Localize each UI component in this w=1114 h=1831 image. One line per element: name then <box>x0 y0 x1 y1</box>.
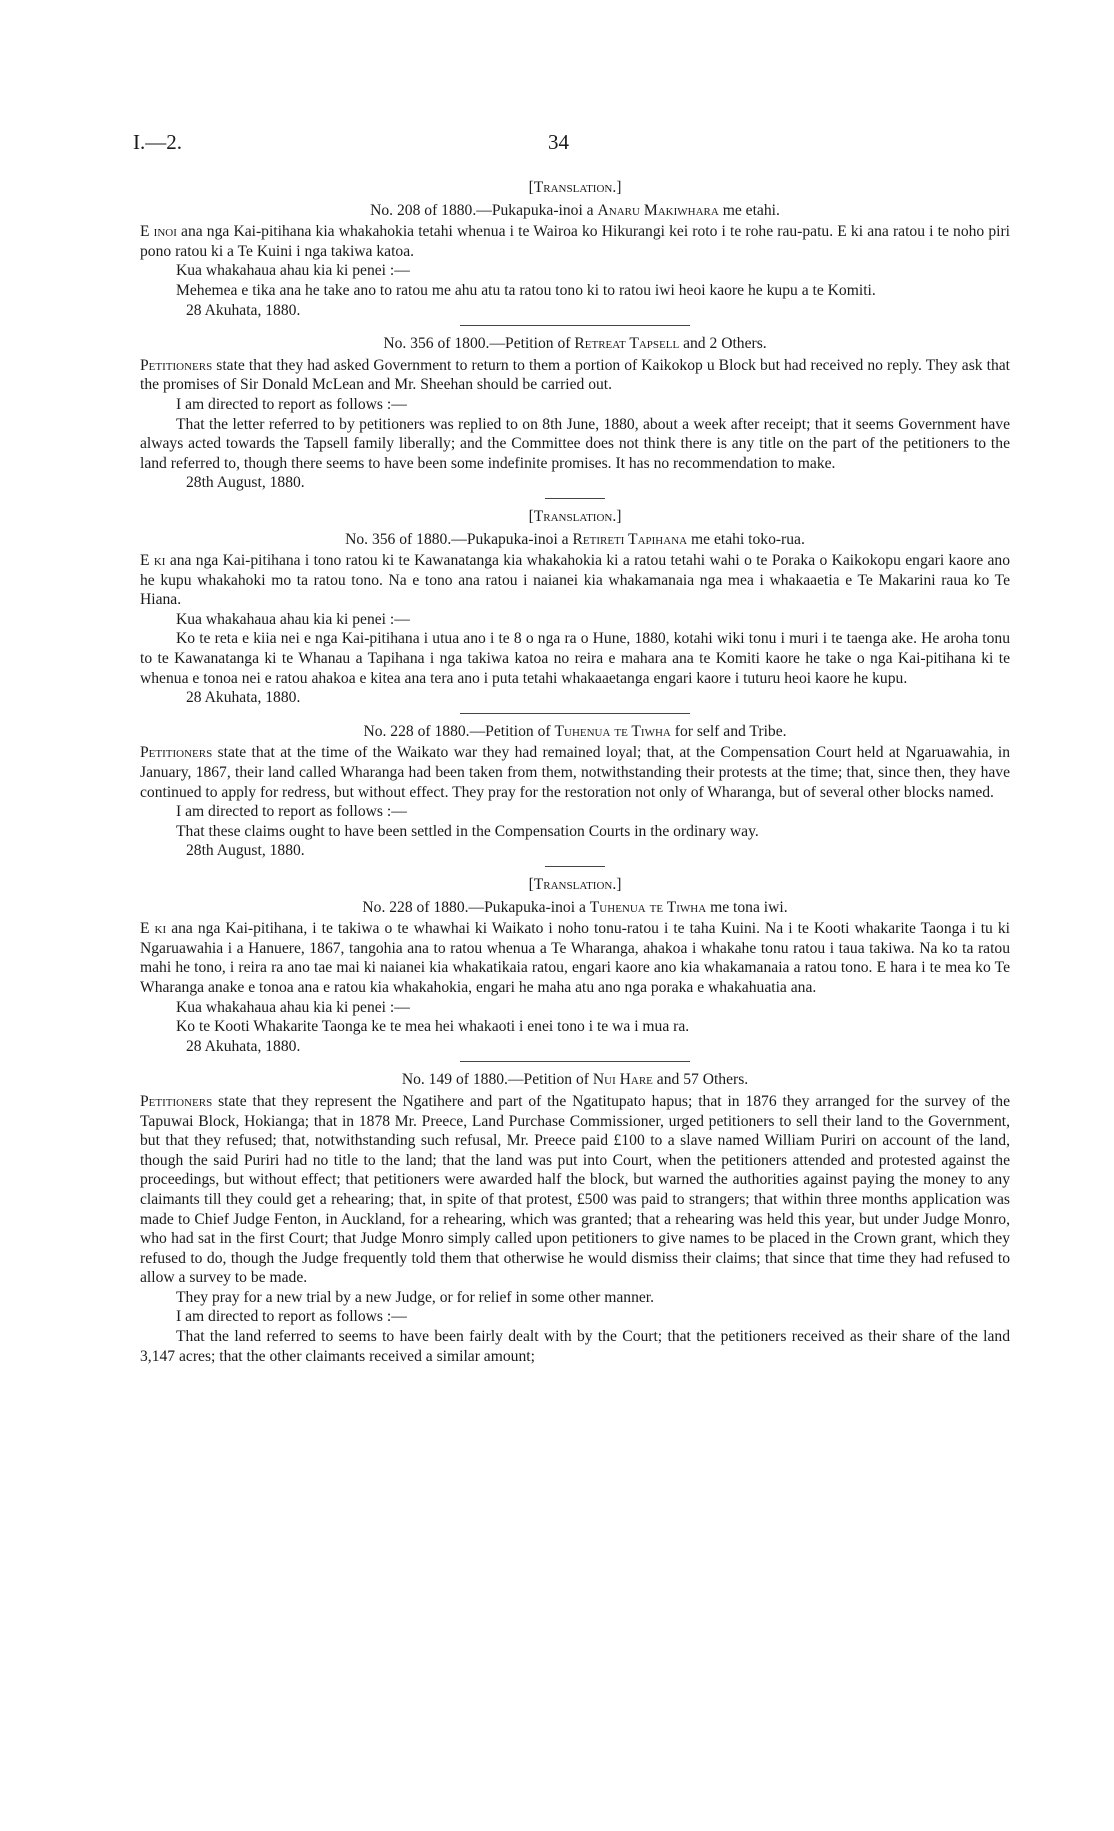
section-date: 28 Akuhata, 1880. <box>186 301 301 319</box>
report-paragraph: Ko te reta e kiia nei e nga Kai-pitihana i utua ano i te 8 o nga ra o Hune, 1880, kotahi wiki tonu i muri i te taenga ake. He aroha tonu to te Kawanatanga ki te Whanau a Tapihana i nga takiwa katoa no reira e mahara ana te Komiti kaore he take o nga Kai-pitihana ki te whenua e tonoa nei e ratou ahakoa e kitea ana tera ano i puta tetahi whakaaetanga engari kaore i tuturu heoi kaore he kupu. <box>140 630 1010 687</box>
body-paragraph: E ki ana nga Kai-pitihana i tono ratou ki te Kawanatanga kia whakahokia ki a ratou tetahi wahi o te Poraka o Kaikokopu engari kaore ano he kupu whakahoki mo ta ratou tono. Na e tono ana ratou i naianei kia whakamanaia nga mea i whakaaetia e Te Makarini raua ko Te Hiana. <box>140 552 1011 609</box>
section-date: 28 Akuhata, 1880. <box>186 689 301 707</box>
section-title: No. 208 of 1880.—Pukapuka-inoi a Anaru Makiwhara me etahi. <box>370 201 780 219</box>
section-divider <box>545 866 605 867</box>
body-paragraph: Petitioners state that they had asked Government to return to them a portion of Kaikokop u Block but had received no reply. They ask that the promises of Sir Donald McLean and Mr. Sheehan should be carried out. <box>140 356 1010 394</box>
section-divider <box>460 325 690 326</box>
section-date: 28th August, 1880. <box>186 474 305 492</box>
section-divider <box>545 498 605 499</box>
petitioner-name: Tuhenua te Tiwha <box>554 722 671 740</box>
section-petition-228 <box>140 722 1010 861</box>
petitioner-name: Anaru Makiwhara <box>597 201 719 219</box>
section-petition-356 <box>140 334 1010 493</box>
report-paragraph: That the letter referred to by petitioners was replied to on 8th June, 1880, about a week after receipt; that it seems Government have always acted towards the Tapsell family liberally; and the Committee does not think there is any title on the part of the petitioners to the land referred to, though there seems to have been some indefinite promises. It has no recommendation to make. <box>140 415 1010 472</box>
body-paragraph: E inoi ana nga Kai-pitihana kia whakahokia tetahi whenua i te Wairoa ko Hikurangi kei roto i te rohe rau-patu. E ki ana ratou i te noho piri pono ratou ki a Te Kuini i nga takiwa katoa. <box>140 223 1011 260</box>
petitioner-name: Retireti Tapihana <box>572 530 688 548</box>
section-title: No. 149 of 1880.—Petition of Nui Hare and 57 Others. <box>401 1071 749 1089</box>
page-number: 34 <box>548 130 569 154</box>
report-intro: Kua whakahaua ahau kia ki penei :— <box>176 610 410 628</box>
section-title: No. 356 of 1880.—Pukapuka-inoi a Retireti Tapihana me etahi toko-rua. <box>345 530 805 548</box>
report-intro: Kua whakahaua ahau kia ki penei :— <box>176 998 410 1016</box>
section-translation-356 <box>140 507 1010 708</box>
report-intro: I am directed to report as follows :— <box>176 1308 407 1326</box>
report-paragraph: That the land referred to seems to have been fairly dealt with by the Court; that the petitioners received as their share of the land 3,147 acres; that the other claimants received a similar amount; <box>140 1328 1010 1365</box>
body-paragraph: Petitioners state that they represent the Ngatihere and part of the Ngatitupato hapus; that in 1876 they arranged for the survey of the Tapuwai Block, Hokianga; that in 1878 Mr. Preece, Land Purchase Commissioner, urged petitioners to sell their land to the Government, but that they refused; that, notwithstanding such refusal, Mr. Preece paid £100 to a slave named William Puriri on account of the land, though the said Puriri had no title to the land; that the land was put into Court, when the petitioners attended and protested against the proceedings, but without effect; that petitioners were awarded half the block, but warned the authorities against paying the money to any claimants till they could get a rehearing; that, in spite of that protest, £500 was paid to strangers; that within three months application was made to Chief Judge Fenton, in Auckland, for a rehearing, which was granted; that a rehearing was held this year, but under Judge Monro, who had sat in the first Court; that Judge Monro simply called upon petitioners to give names to be placed in the Crown grant, which they refused to do, though the Judge frequently told them that otherwise he would dismiss their claims; that since that time they had refused to allow a survey to be made. <box>140 1092 1010 1287</box>
petitioner-name: Nui Hare <box>592 1071 653 1089</box>
translation-label: [Translation.] <box>528 179 622 196</box>
section-date: 28th August, 1880. <box>186 842 305 860</box>
section-petition-149 <box>140 1070 1010 1366</box>
section-title: No. 356 of 1800.—Petition of Retreat Tapsell and 2 Others. <box>383 335 767 353</box>
report-paragraph: That these claims ought to have been settled in the Compensation Courts in the ordinary way. <box>176 822 759 840</box>
report-intro: Kua whakahaua ahau kia ki penei :— <box>176 262 410 280</box>
section-divider <box>460 713 690 714</box>
body-paragraph: E ki ana nga Kai-pitihana, i te takiwa o te whawhai ki Waikato i noho tonu-ratou i te taha Kuini. Na i te Kooti whakarite Taonga i tu ki Ngaruawahia i a Hanuere, 1867, tangohia ana to ratou whenua a Te Wharanga, ahakoa i whakahe tonu ratou i taua takiwa. Na ko ta ratou mahi he tono, i reira ra ano tae mai ki naianei kia whakatikaia ratou, engari kaore ano kia whakamanaia a ratou tono. E hara i te mea ko Te Wharanga anake e tonoa ana e ratou kia whakahokia, engari he maha atu ano nga poraka e whakahuatia ana. <box>140 920 1011 996</box>
section-date: 28 Akuhata, 1880. <box>186 1037 301 1055</box>
report-paragraph: Ko te Kooti Whakarite Taonga ke te mea hei whakaoti i enei tono i te wa i mua ra. <box>176 1018 690 1036</box>
page-reference: I.—2. <box>133 130 182 154</box>
report-intro: I am directed to report as follows :— <box>176 395 407 413</box>
body-paragraph: Petitioners state that at the time of the Waikato war they had remained loyal; that, at the Compensation Court held at Ngaruawahia, in January, 1867, their land called Wharanga had been taken from them, notwithstanding their protests at the time; that, since then, they have continued to apply for redress, but without effect. They pray for the restoration not only of Wharanga, but of several other blocks named. <box>140 744 1010 801</box>
report-paragraph: Mehemea e tika ana he take ano to ratou me ahu atu ta ratou tono ki to ratou iwi heoi kaore he kupu a te Komiti. <box>176 281 876 299</box>
section-title: No. 228 of 1880.—Petition of Tuhenua te Tiwha for self and Tribe. <box>363 722 787 740</box>
section-translation-228 <box>140 875 1010 1056</box>
translation-label: [Translation.] <box>528 876 622 893</box>
page-header <box>133 130 1003 160</box>
prayer-paragraph: They pray for a new trial by a new Judge, or for relief in some other manner. <box>176 1288 655 1306</box>
section-divider <box>460 1061 690 1062</box>
report-intro: I am directed to report as follows :— <box>176 803 407 821</box>
translation-label: [Translation.] <box>528 507 622 525</box>
section-translation-208 <box>140 178 1010 320</box>
document-body <box>140 178 1010 1366</box>
petitioner-name: Tuhenua te Tiwha <box>589 898 707 916</box>
section-title: No. 228 of 1880.—Pukapuka-inoi a Tuhenua te Tiwha me tona iwi. <box>362 898 788 916</box>
petitioner-name: Retreat Tapsell <box>574 335 680 353</box>
